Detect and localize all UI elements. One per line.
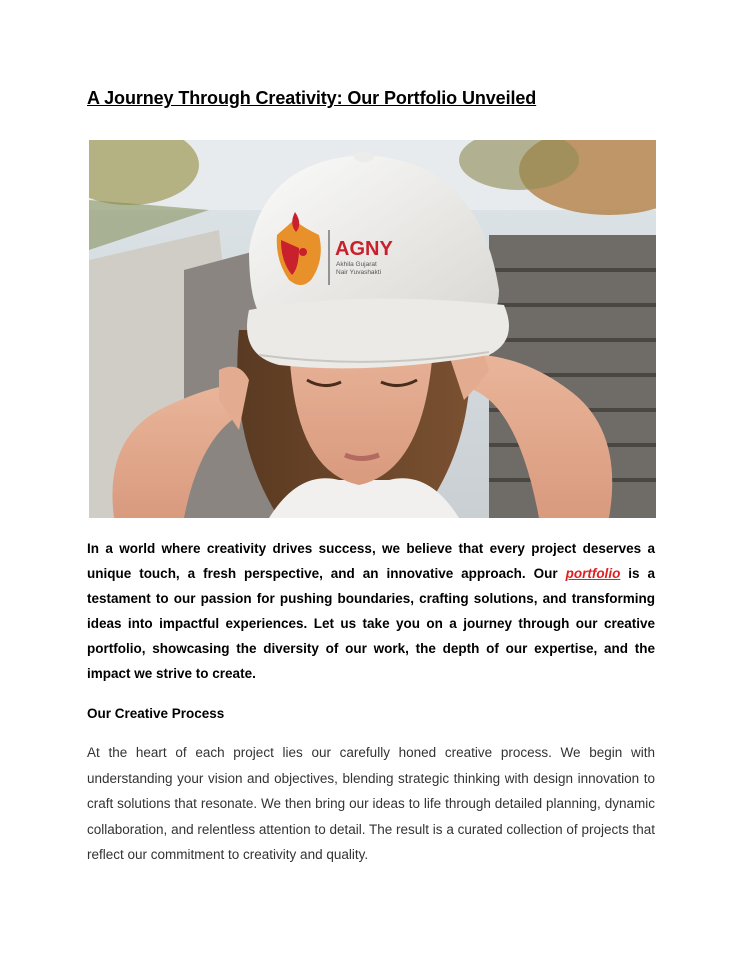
intro-text-after: is a testament to our passion for pushing boundaries, crafting solutions, and transforming ideas into impactful experiences. Let us take you on a journey through our creative portfolio, showcasing the diversity of our work, the depth of our expertise, and the impact we strive to create. (87, 566, 655, 681)
hero-image (89, 140, 656, 518)
page-title: A Journey Through Creativity: Our Portfolio Unveiled (87, 88, 537, 108)
logo-subtitle-line1: Akhila Gujarat (336, 261, 377, 268)
section-heading: Our Creative Process (87, 706, 225, 721)
logo-name: AGNY (335, 238, 393, 260)
logo-subtitle-line2: Nair Yuvashakti (336, 269, 382, 276)
intro-text-before: In a world where creativity drives success, we believe that every project deserves a unique touch, a fresh perspective, and an innovative approach. Our (87, 541, 655, 581)
portfolio-link[interactable]: portfolio (565, 566, 621, 581)
section-body: At the heart of each project lies our carefully honed creative process. We begin with understanding your vision and objectives, blending strategic thinking with design innovation to craft solutions that resonate. We then bring our ideas to life through detailed planning, dynamic collaboration, and relentless attention to detail. The result is a curated collection of projects that reflect our commitment to creativity and quality. (87, 745, 655, 862)
intro-paragraph (87, 536, 655, 686)
